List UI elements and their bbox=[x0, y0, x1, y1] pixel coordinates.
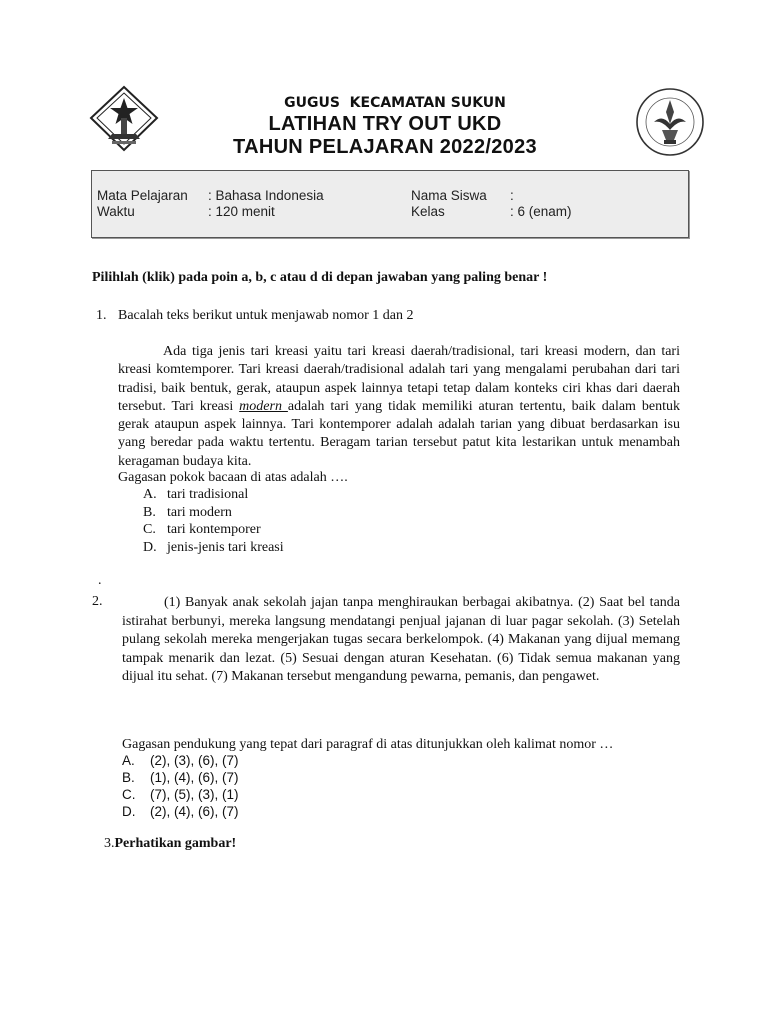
option-letter: B. bbox=[122, 770, 135, 785]
subject-value: : Bahasa Indonesia bbox=[208, 188, 324, 203]
option-text: (7), (5), (3), (1) bbox=[150, 787, 239, 802]
question-1-passage bbox=[118, 343, 680, 471]
q2-option-d[interactable] bbox=[122, 804, 239, 819]
q1-option-d[interactable] bbox=[143, 540, 284, 556]
passage-italic-word: modern bbox=[239, 398, 288, 414]
option-letter: A. bbox=[122, 753, 135, 768]
tut-wuri-handayani-logo bbox=[634, 86, 706, 158]
q2-option-c[interactable] bbox=[122, 787, 239, 802]
time-value: : 120 menit bbox=[208, 204, 275, 219]
q1-option-b[interactable] bbox=[143, 505, 232, 521]
instruction-text: Pilihlah (klik) pada poin a, b, c atau d di depan jawaban yang paling benar ! bbox=[92, 270, 548, 285]
option-text: tari tradisional bbox=[167, 487, 249, 502]
exam-title: LATIHAN TRY OUT UKD bbox=[268, 113, 502, 135]
q2-option-a[interactable] bbox=[122, 753, 239, 768]
option-text: (2), (4), (6), (7) bbox=[150, 804, 239, 819]
student-name-label: Nama Siswa bbox=[411, 188, 487, 203]
option-text: (1), (4), (6), (7) bbox=[150, 770, 239, 785]
student-name-value: : bbox=[510, 188, 514, 203]
class-value: : 6 (enam) bbox=[510, 204, 572, 219]
option-letter: D. bbox=[143, 539, 157, 555]
question-1-intro: Bacalah teks berikut untuk menjawab nomor 1 dan 2 bbox=[118, 308, 414, 323]
q1-option-c[interactable] bbox=[143, 522, 261, 538]
question-1-number: 1. bbox=[96, 308, 107, 323]
question-1-prompt: Gagasan pokok bacaan di atas adalah …. bbox=[118, 470, 348, 485]
q2-option-b[interactable] bbox=[122, 770, 239, 785]
stray-dot: . bbox=[98, 573, 102, 588]
question-2-passage bbox=[122, 594, 680, 687]
question-2-prompt: Gagasan pendukung yang tepat dari paragraf di atas ditunjukkan oleh kalimat nomor … bbox=[122, 737, 614, 752]
option-letter: A. bbox=[143, 487, 157, 502]
option-letter: C. bbox=[122, 787, 136, 802]
option-text: (2), (3), (6), (7) bbox=[150, 753, 239, 768]
passage-text-part1: Ada tiga jenis tari kreasi yaitu tari kreasi daerah/tradisional, tari kreasi modern, dan tari kreasi komtemporer. Tari kreasi daerah/tradisional adalah tari yang mengalami perubahan dari tari tradisi, baik bentuk, gerak, ataupun aspek lainnya tetapi tetap dalam konteks ciri khas dari daerah tersebut. Tari kreasi bbox=[118, 344, 680, 414]
question-3 bbox=[104, 836, 236, 852]
time-label: Waktu bbox=[97, 204, 135, 219]
class-label: Kelas bbox=[411, 204, 445, 219]
option-letter: B. bbox=[143, 504, 156, 520]
subject-label: Mata Pelajaran bbox=[97, 188, 188, 203]
option-text: tari kontemporer bbox=[167, 522, 261, 537]
question-3-text: Perhatikan gambar! bbox=[114, 836, 237, 851]
student-info-box bbox=[91, 170, 689, 238]
question-2-number: 2. bbox=[92, 594, 103, 609]
option-letter: D. bbox=[122, 804, 136, 819]
q2-passage-text: (1) Banyak anak sekolah jajan tanpa menghiraukan berbagai akibatnya. (2) Saat bel tanda istirahat berbunyi, mereka langsung mendatangi penjual jajanan di luar pagar sekolah. (3) Setelah pulang sekolah mereka mengerjakan tugas secara berkelompok. (4) Makanan yang dijual memang tampak menarik dan lezat. (5) Sesuai dengan aturan Kesehatan. (6) Tidak semua makanan yang dijual itu sehat. (7) Makanan tersebut mengandung pewarna, pemanis, dan pengawet. bbox=[122, 595, 680, 684]
q1-option-a[interactable] bbox=[143, 487, 248, 503]
academic-year-title: TAHUN PELAJARAN 2022/2023 bbox=[233, 136, 537, 158]
option-letter: C. bbox=[143, 522, 156, 537]
gugus-heading: GUGUS KECAMATAN SUKUN bbox=[284, 95, 506, 111]
option-text: jenis-jenis tari kreasi bbox=[167, 539, 284, 555]
question-3-number: 3. bbox=[104, 836, 115, 851]
school-district-logo bbox=[88, 84, 160, 154]
passage-text-part2: adalah tari yang tidak memiliki aturan tertentu, baik dalam bentuk gerak ataupun aspek lainnya. Tari kontemporer adalah adalah tarian yang dibuat berdasarkan isu yang beredar pada waktu tertentu. Beragam tarian tersebut patut kita lestarikan untuk menambah keragaman budaya kita. bbox=[118, 398, 680, 469]
option-text: tari modern bbox=[167, 504, 232, 520]
